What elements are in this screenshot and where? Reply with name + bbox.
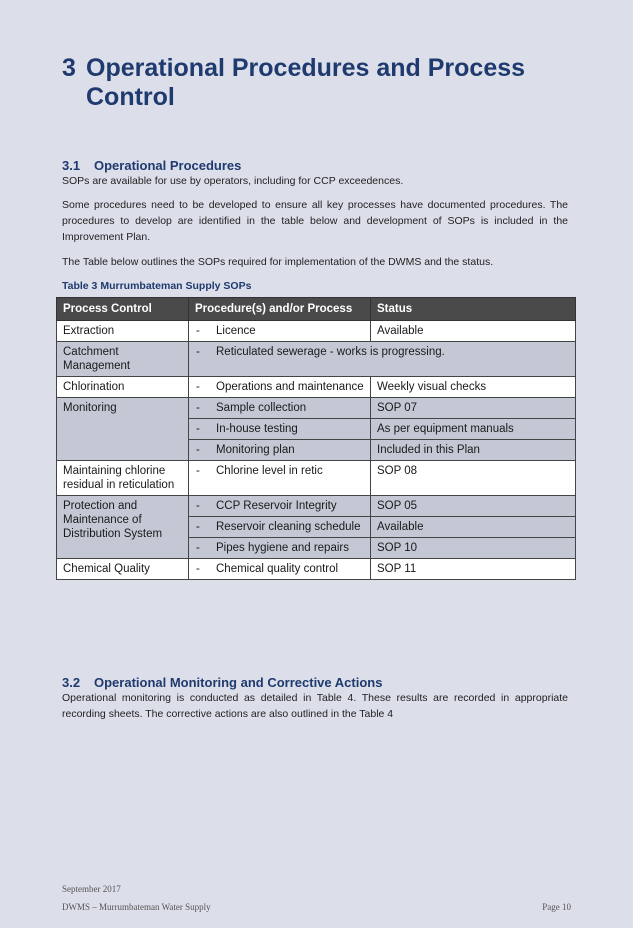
subsection-heading-3-1 (62, 158, 241, 173)
cell-procedure: - Pipes hygiene and repairs (189, 538, 371, 559)
cell-procedure: - CCP Reservoir Integrity (189, 496, 371, 517)
table-row (57, 377, 576, 398)
cell-status: SOP 11 (371, 559, 576, 580)
cell-status: SOP 05 (371, 496, 576, 517)
cell-procedure: - Reticulated sewerage - works is progressing. (189, 342, 576, 377)
cell-status: SOP 10 (371, 538, 576, 559)
cell-status: SOP 08 (371, 461, 576, 496)
cell-procedure: - Licence (189, 321, 371, 342)
section-number: 3 (62, 54, 76, 82)
cell-procedure: - Operations and maintenance (189, 377, 371, 398)
header-status: Status (371, 298, 576, 321)
cell-status: Available (371, 321, 576, 342)
subsection-title: Operational Monitoring and Corrective Actions (94, 675, 383, 690)
header-procedure: Procedure(s) and/or Process (189, 298, 371, 321)
table-header-row (57, 298, 576, 321)
cell-procedure: - Monitoring plan (189, 440, 371, 461)
cell-status: Weekly visual checks (371, 377, 576, 398)
cell-control: Extraction (57, 321, 189, 342)
table-row (57, 398, 576, 419)
footer-page-number: Page 10 (542, 902, 571, 912)
table-row (57, 321, 576, 342)
cell-procedure: - Reservoir cleaning schedule (189, 517, 371, 538)
subsection-number: 3.2 (62, 675, 81, 690)
cell-control: Chemical Quality (57, 559, 189, 580)
section-title: Operational Procedures and Process Control (86, 54, 526, 111)
cell-status: Available (371, 517, 576, 538)
paragraph-operational-monitoring: Operational monitoring is conducted as detailed in Table 4. These results are recorded in appropriate recording sheets. The corrective actions are also outlined in the Table 4 (62, 692, 568, 720)
section-heading (62, 54, 582, 112)
header-process-control: Process Control (57, 298, 189, 321)
subsection-title: Operational Procedures (94, 158, 242, 173)
table-row (57, 342, 576, 377)
paragraph-table-intro: The Table below outlines the SOPs required for implementation of the DWMS and the status. (62, 256, 494, 268)
table-row (57, 559, 576, 580)
cell-status: SOP 07 (371, 398, 576, 419)
cell-procedure: - Sample collection (189, 398, 371, 419)
cell-procedure: - In-house testing (189, 419, 371, 440)
paragraph-procedures-needed: Some procedures need to be developed to ensure all key processes have documented procedures. The procedures to develop are identified in the table below and development of SOPs is included in the Improvement Plan. (62, 199, 568, 243)
subsection-number: 3.1 (62, 158, 81, 173)
subsection-heading-3-2 (62, 675, 382, 690)
cell-control: Catchment Management (57, 342, 189, 377)
cell-procedure: - Chlorine level in retic (189, 461, 371, 496)
cell-status: As per equipment manuals (371, 419, 576, 440)
cell-procedure: - Chemical quality control (189, 559, 371, 580)
paragraph-sops-available: SOPs are available for use by operators, including for CCP exceedences. (62, 175, 404, 187)
table-caption: Table 3 Murrumbateman Supply SOPs (62, 280, 252, 292)
cell-status: Included in this Plan (371, 440, 576, 461)
table-row (57, 461, 576, 496)
cell-control: Maintaining chlorine residual in reticulation (57, 461, 189, 496)
table-row (57, 496, 576, 517)
cell-control: Protection and Maintenance of Distribution System (57, 496, 189, 559)
footer-document-name: DWMS – Murrumbateman Water Supply (62, 902, 211, 912)
footer-date: September 2017 (62, 884, 121, 894)
cell-control: Monitoring (57, 398, 189, 461)
sop-table (56, 297, 576, 580)
cell-control: Chlorination (57, 377, 189, 398)
